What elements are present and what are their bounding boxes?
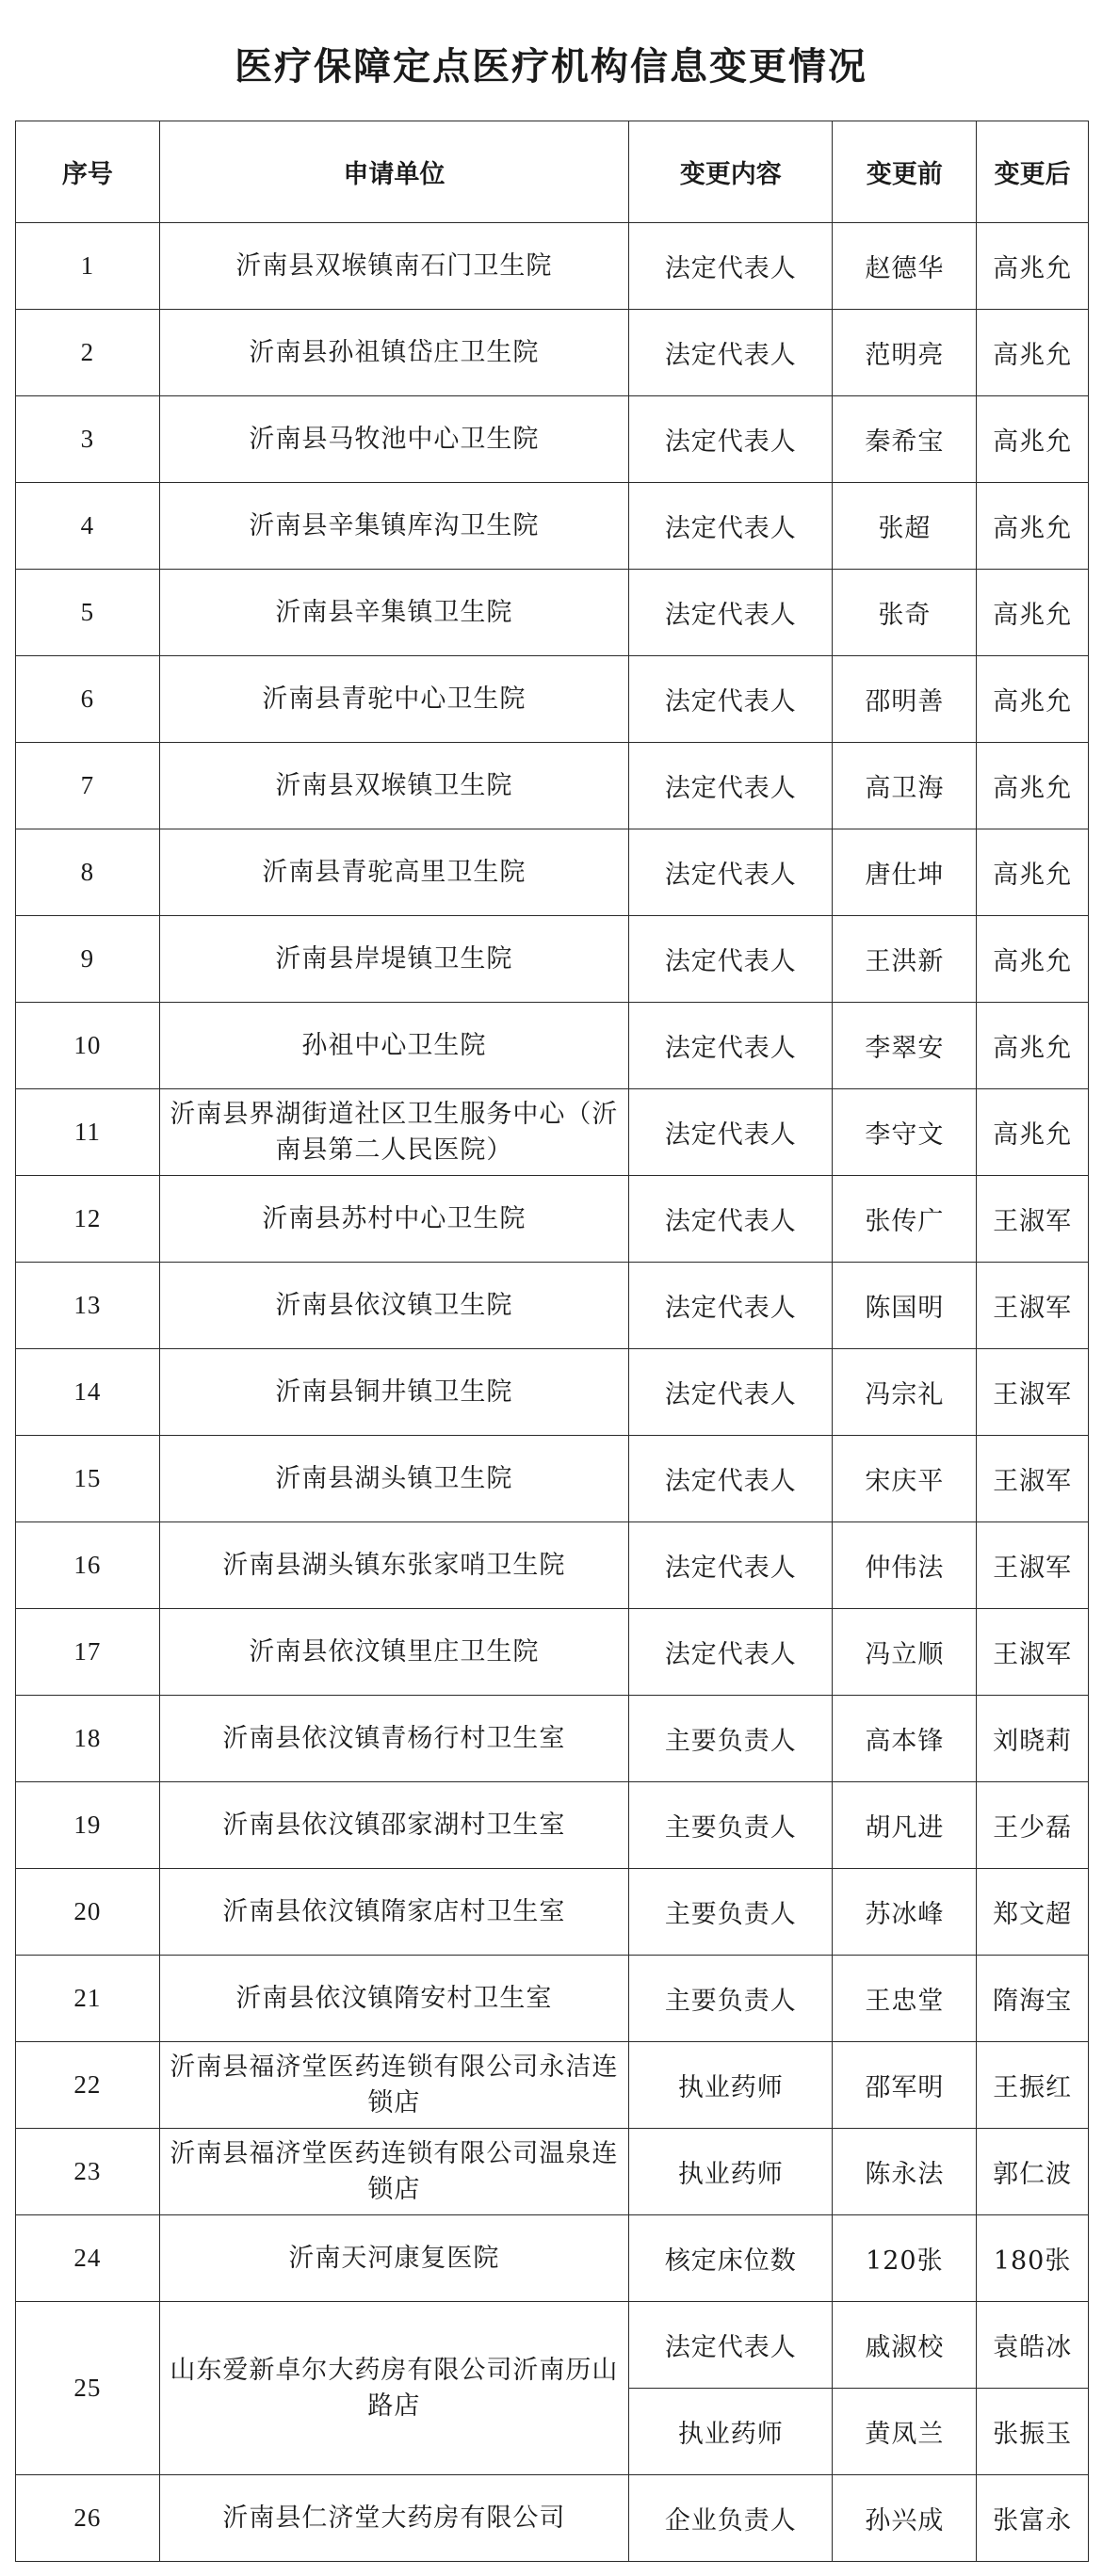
row-after: 郑文超 [977,1869,1089,1956]
row-before: 孙兴成 [833,2475,977,2562]
row-unit: 沂南县界湖街道社区卫生服务中心（沂南县第二人民医院） [159,1089,628,1176]
row-no: 8 [16,829,160,916]
row-after: 高兆允 [977,223,1089,310]
row-unit: 沂南县依汶镇卫生院 [159,1263,628,1349]
row-no: 20 [16,1869,160,1956]
row-unit: 沂南县福济堂医药连锁有限公司永洁连锁店 [159,2042,628,2129]
row-before: 邵明善 [833,656,977,743]
row-no: 12 [16,1176,160,1263]
row-item: 法定代表人 [629,829,833,916]
table-row [16,1609,1089,1696]
table-row [16,1956,1089,2042]
row-before: 范明亮 [833,310,977,396]
row-unit: 沂南县湖头镇东张家哨卫生院 [159,1522,628,1609]
row-after: 张振玉 [977,2389,1089,2475]
row-item: 主要负责人 [629,1696,833,1782]
row-before: 唐仕坤 [833,829,977,916]
row-item: 执业药师 [629,2042,833,2129]
row-no: 24 [16,2215,160,2302]
row-after: 高兆允 [977,1003,1089,1089]
row-no: 7 [16,743,160,829]
row-item: 法定代表人 [629,1609,833,1696]
row-unit: 沂南县孙祖镇岱庄卫生院 [159,310,628,396]
header-no: 序号 [16,121,160,223]
row-after: 王淑军 [977,1436,1089,1522]
row-after: 180张 [977,2215,1089,2302]
row-before: 王忠堂 [833,1956,977,2042]
table-row [16,2215,1089,2302]
table-row [16,743,1089,829]
row-no: 14 [16,1349,160,1436]
row-no: 15 [16,1436,160,1522]
row-before: 宋庆平 [833,1436,977,1522]
row-before: 陈永法 [833,2129,977,2215]
table-header-row [16,121,1089,223]
row-after: 王淑军 [977,1349,1089,1436]
row-before: 高本锋 [833,1696,977,1782]
row-unit: 沂南县湖头镇卫生院 [159,1436,628,1522]
row-item: 法定代表人 [629,1436,833,1522]
row-after: 隋海宝 [977,1956,1089,2042]
row-unit: 沂南县青驼中心卫生院 [159,656,628,743]
row-no: 5 [16,570,160,656]
row-before: 仲伟法 [833,1522,977,1609]
row-after: 高兆允 [977,1089,1089,1176]
table-row [16,916,1089,1003]
row-after: 王淑军 [977,1609,1089,1696]
table-row [16,223,1089,310]
row-no: 3 [16,396,160,483]
row-after: 高兆允 [977,570,1089,656]
table-row [16,2129,1089,2215]
row-item: 法定代表人 [629,916,833,1003]
row-before: 李守文 [833,1089,977,1176]
table-row [16,829,1089,916]
row-unit: 山东爱新卓尔大药房有限公司沂南历山路店 [159,2302,628,2475]
row-unit: 孙祖中心卫生院 [159,1003,628,1089]
row-after: 王振红 [977,2042,1089,2129]
row-before: 120张 [833,2215,977,2302]
table-row [16,1782,1089,1869]
row-unit: 沂南县双堠镇南石门卫生院 [159,223,628,310]
row-before: 冯宗礼 [833,1349,977,1436]
row-item: 主要负责人 [629,1782,833,1869]
row-item: 主要负责人 [629,1956,833,2042]
row-item: 执业药师 [629,2389,833,2475]
change-table [15,121,1089,2562]
page-title: 医疗保障定点医疗机构信息变更情况 [235,44,867,89]
row-after: 刘晓莉 [977,1696,1089,1782]
row-before: 张超 [833,483,977,570]
row-after: 王少磊 [977,1782,1089,1869]
row-unit: 沂南县辛集镇卫生院 [159,570,628,656]
table-row [16,1436,1089,1522]
row-unit: 沂南县铜井镇卫生院 [159,1349,628,1436]
row-unit: 沂南县依汶镇邵家湖村卫生室 [159,1782,628,1869]
row-before: 邵军明 [833,2042,977,2129]
table-row [16,1869,1089,1956]
row-before: 李翠安 [833,1003,977,1089]
row-before: 王洪新 [833,916,977,1003]
row-no: 25 [16,2302,160,2475]
row-no: 4 [16,483,160,570]
row-no: 2 [16,310,160,396]
row-before: 陈国明 [833,1263,977,1349]
table-row [16,1003,1089,1089]
row-item: 执业药师 [629,2129,833,2215]
row-item: 法定代表人 [629,223,833,310]
row-item: 法定代表人 [629,1263,833,1349]
row-no: 13 [16,1263,160,1349]
table-row [16,1263,1089,1349]
row-no: 1 [16,223,160,310]
row-unit: 沂南县仁济堂大药房有限公司 [159,2475,628,2562]
row-unit: 沂南县福济堂医药连锁有限公司温泉连锁店 [159,2129,628,2215]
row-unit: 沂南县依汶镇隋家店村卫生室 [159,1869,628,1956]
table-row [16,656,1089,743]
row-item: 法定代表人 [629,483,833,570]
row-no: 10 [16,1003,160,1089]
row-item: 法定代表人 [629,570,833,656]
row-after: 郭仁波 [977,2129,1089,2215]
row-before: 秦希宝 [833,396,977,483]
row-before: 黄凤兰 [833,2389,977,2475]
row-item: 法定代表人 [629,1522,833,1609]
row-no: 26 [16,2475,160,2562]
row-before: 张传广 [833,1176,977,1263]
row-before: 胡凡进 [833,1782,977,1869]
row-item: 法定代表人 [629,310,833,396]
row-no: 19 [16,1782,160,1869]
table-row [16,396,1089,483]
row-unit: 沂南县双堠镇卫生院 [159,743,628,829]
row-unit: 沂南县马牧池中心卫生院 [159,396,628,483]
row-unit: 沂南县依汶镇隋安村卫生室 [159,1956,628,2042]
table-row [16,2475,1089,2562]
row-unit: 沂南县岸堤镇卫生院 [159,916,628,1003]
header-before: 变更前 [833,121,977,223]
row-no: 11 [16,1089,160,1176]
table-row [16,2302,1089,2389]
row-unit: 沂南县辛集镇库沟卫生院 [159,483,628,570]
row-no: 23 [16,2129,160,2215]
row-item: 法定代表人 [629,1089,833,1176]
table-row [16,1522,1089,1609]
row-no: 21 [16,1956,160,2042]
row-item: 法定代表人 [629,1003,833,1089]
header-item: 变更内容 [629,121,833,223]
row-item: 法定代表人 [629,396,833,483]
table-row [16,2042,1089,2129]
table-row [16,1696,1089,1782]
header-unit: 申请单位 [159,121,628,223]
row-unit: 沂南天河康复医院 [159,2215,628,2302]
row-unit: 沂南县依汶镇里庄卫生院 [159,1609,628,1696]
table-body [16,223,1089,2562]
row-item: 法定代表人 [629,743,833,829]
row-no: 18 [16,1696,160,1782]
row-unit: 沂南县依汶镇青杨行村卫生室 [159,1696,628,1782]
row-after: 高兆允 [977,483,1089,570]
row-item: 法定代表人 [629,2302,833,2389]
row-before: 高卫海 [833,743,977,829]
row-before: 赵德华 [833,223,977,310]
row-after: 高兆允 [977,743,1089,829]
table-row [16,310,1089,396]
table-row [16,570,1089,656]
row-item: 主要负责人 [629,1869,833,1956]
row-item: 核定床位数 [629,2215,833,2302]
row-before: 张奇 [833,570,977,656]
row-no: 17 [16,1609,160,1696]
row-before: 戚淑校 [833,2302,977,2389]
table-row [16,1089,1089,1176]
table-row [16,483,1089,570]
row-after: 高兆允 [977,396,1089,483]
row-after: 高兆允 [977,916,1089,1003]
row-item: 法定代表人 [629,656,833,743]
row-after: 高兆允 [977,829,1089,916]
table-row [16,1176,1089,1263]
row-before: 冯立顺 [833,1609,977,1696]
row-after: 王淑军 [977,1522,1089,1609]
row-after: 袁皓冰 [977,2302,1089,2389]
row-item: 法定代表人 [629,1176,833,1263]
row-no: 6 [16,656,160,743]
row-after: 王淑军 [977,1263,1089,1349]
table-row [16,1349,1089,1436]
header-after: 变更后 [977,121,1089,223]
row-item: 企业负责人 [629,2475,833,2562]
row-after: 王淑军 [977,1176,1089,1263]
row-unit: 沂南县青驼高里卫生院 [159,829,628,916]
row-after: 高兆允 [977,310,1089,396]
row-after: 高兆允 [977,656,1089,743]
row-no: 22 [16,2042,160,2129]
row-before: 苏冰峰 [833,1869,977,1956]
row-item: 法定代表人 [629,1349,833,1436]
row-no: 16 [16,1522,160,1609]
row-after: 张富永 [977,2475,1089,2562]
row-unit: 沂南县苏村中心卫生院 [159,1176,628,1263]
row-no: 9 [16,916,160,1003]
